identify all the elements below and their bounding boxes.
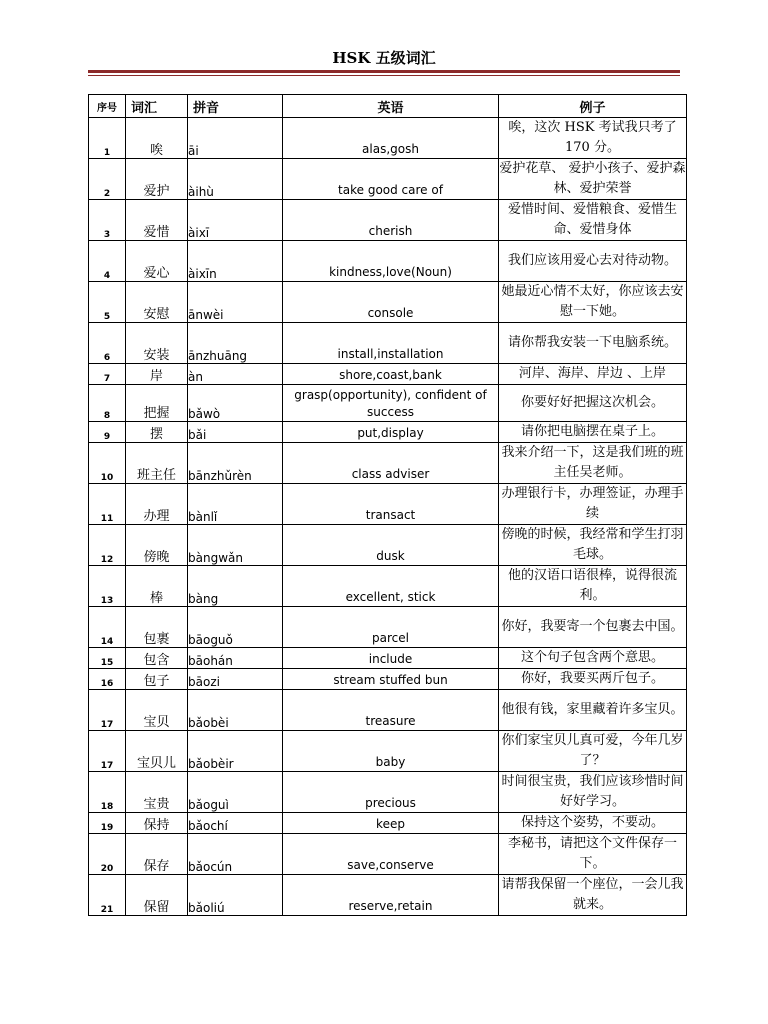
table-row [89,200,687,241]
example-sentence: 请你把电脑摆在桌子上。 [499,422,687,443]
pinyin: àihù [188,159,283,200]
pinyin: bǎwò [188,385,283,422]
row-number: 16 [89,669,126,690]
english-meaning: keep [283,813,499,834]
table-row [89,875,687,916]
row-number: 18 [89,772,126,813]
pinyin: ānzhuāng [188,323,283,364]
vocab-word: 班主任 [126,443,188,484]
vocab-word: 办理 [126,484,188,525]
pinyin: bǎocún [188,834,283,875]
example-sentence: 请你帮我安装一下电脑系统。 [499,323,687,364]
english-meaning: grasp(opportunity), confident of success [283,385,499,422]
example-sentence: 傍晚的时候，我经常和学生打羽毛球。 [499,525,687,566]
vocab-word: 傍晚 [126,525,188,566]
vocab-word: 保留 [126,875,188,916]
header-example: 例子 [499,95,687,118]
table-row [89,159,687,200]
row-number: 6 [89,323,126,364]
english-meaning: install,installation [283,323,499,364]
vocab-word: 棒 [126,566,188,607]
row-number: 21 [89,875,126,916]
vocab-word: 保存 [126,834,188,875]
vocab-word: 包子 [126,669,188,690]
document-title: HSK 五级词汇 [332,49,436,67]
example-sentence: 爱护花草、 爱护小孩子、爱护森林、爱护荣誉 [499,159,687,200]
table-row [89,813,687,834]
table-row [89,607,687,648]
example-sentence: 你要好好把握这次机会。 [499,385,687,422]
row-number: 2 [89,159,126,200]
vocab-word: 爱护 [126,159,188,200]
header-pinyin: 拼音 [188,95,283,118]
example-sentence: 他的汉语口语很棒，说得很流利。 [499,566,687,607]
pinyin: āi [188,118,283,159]
pinyin: bǎobèir [188,731,283,772]
header-number: 序号 [89,95,126,118]
header-word: 词汇 [126,95,188,118]
english-meaning: shore,coast,bank [283,364,499,385]
example-sentence: 你们家宝贝儿真可爱，今年几岁了？ [499,731,687,772]
example-sentence: 办理银行卡，办理签证，办理手续 [499,484,687,525]
english-meaning: treasure [283,690,499,731]
pinyin: bǎoguì [188,772,283,813]
table-row [89,282,687,323]
table-body [89,118,687,916]
pinyin: bǎochí [188,813,283,834]
table-row [89,731,687,772]
table-row [89,422,687,443]
english-meaning: dusk [283,525,499,566]
table-header-row [89,95,687,118]
pinyin: bāozi [188,669,283,690]
english-meaning: cherish [283,200,499,241]
table-row [89,566,687,607]
table-row [89,385,687,422]
example-sentence: 他很有钱，家里藏着许多宝贝。 [499,690,687,731]
table-row [89,118,687,159]
pinyin: àn [188,364,283,385]
english-meaning: include [283,648,499,669]
english-meaning: baby [283,731,499,772]
table-row [89,669,687,690]
row-number: 17 [89,731,126,772]
row-number: 19 [89,813,126,834]
table-row [89,443,687,484]
row-number: 3 [89,200,126,241]
english-meaning: save,conserve [283,834,499,875]
row-number: 14 [89,607,126,648]
english-meaning: take good care of [283,159,499,200]
row-number: 7 [89,364,126,385]
table-row [89,525,687,566]
vocab-word: 摆 [126,422,188,443]
row-number: 13 [89,566,126,607]
row-number: 15 [89,648,126,669]
english-meaning: stream stuffed bun [283,669,499,690]
title-rule-thick [88,70,680,73]
vocab-word: 宝贵 [126,772,188,813]
pinyin: ānwèi [188,282,283,323]
example-sentence: 我来介绍一下，这是我们班的班主任吴老师。 [499,443,687,484]
table-row [89,834,687,875]
example-sentence: 你好，我要买两斤包子。 [499,669,687,690]
title-rule-thin [88,75,680,76]
vocab-word: 把握 [126,385,188,422]
pinyin: bǎobèi [188,690,283,731]
english-meaning: reserve,retain [283,875,499,916]
row-number: 20 [89,834,126,875]
example-sentence: 李秘书，请把这个文件保存一下。 [499,834,687,875]
table-row [89,364,687,385]
example-sentence: 时间很宝贵，我们应该珍惜时间好好学习。 [499,772,687,813]
header-english: 英语 [283,95,499,118]
vocab-word: 包裹 [126,607,188,648]
vocab-word: 安慰 [126,282,188,323]
vocab-word: 宝贝 [126,690,188,731]
vocab-word: 爱惜 [126,200,188,241]
vocab-word: 安装 [126,323,188,364]
row-number: 5 [89,282,126,323]
table-row [89,484,687,525]
english-meaning: precious [283,772,499,813]
example-sentence: 她最近心情不太好，你应该去安慰一下她。 [499,282,687,323]
row-number: 8 [89,385,126,422]
table-row [89,323,687,364]
row-number: 12 [89,525,126,566]
table-row [89,690,687,731]
pinyin: àixīn [188,241,283,282]
vocab-word: 岸 [126,364,188,385]
english-meaning: parcel [283,607,499,648]
table-row [89,241,687,282]
english-meaning: excellent, stick [283,566,499,607]
row-number: 4 [89,241,126,282]
example-sentence: 你好，我要寄一个包裹去中国。 [499,607,687,648]
pinyin: bǎoliú [188,875,283,916]
example-sentence: 保持这个姿势，不要动。 [499,813,687,834]
row-number: 9 [89,422,126,443]
row-number: 1 [89,118,126,159]
example-sentence: 爱惜时间、爱惜粮食、爱惜生命、爱惜身体 [499,200,687,241]
row-number: 17 [89,690,126,731]
table-row [89,648,687,669]
pinyin: bāoguǒ [188,607,283,648]
vocab-word: 唉 [126,118,188,159]
english-meaning: alas,gosh [283,118,499,159]
vocab-word: 保持 [126,813,188,834]
vocab-word: 爱心 [126,241,188,282]
example-sentence: 我们应该用爱心去对待动物。 [499,241,687,282]
english-meaning: put,display [283,422,499,443]
pinyin: bànlǐ [188,484,283,525]
pinyin: bàng [188,566,283,607]
english-meaning: kindness,love(Noun) [283,241,499,282]
vocab-word: 宝贝儿 [126,731,188,772]
vocabulary-table [88,94,687,916]
row-number: 11 [89,484,126,525]
table-row [89,772,687,813]
example-sentence: 唉，这次 HSK 考试我只考了 170 分。 [499,118,687,159]
pinyin: bǎi [188,422,283,443]
pinyin: bānzhǔrèn [188,443,283,484]
english-meaning: console [283,282,499,323]
example-sentence: 河岸、海岸、岸边 、上岸 [499,364,687,385]
english-meaning: transact [283,484,499,525]
row-number: 10 [89,443,126,484]
vocab-word: 包含 [126,648,188,669]
pinyin: bāohán [188,648,283,669]
pinyin: bàngwǎn [188,525,283,566]
example-sentence: 这个句子包含两个意思。 [499,648,687,669]
english-meaning: class adviser [283,443,499,484]
pinyin: àixī [188,200,283,241]
example-sentence: 请帮我保留一个座位，一会儿我就来。 [499,875,687,916]
